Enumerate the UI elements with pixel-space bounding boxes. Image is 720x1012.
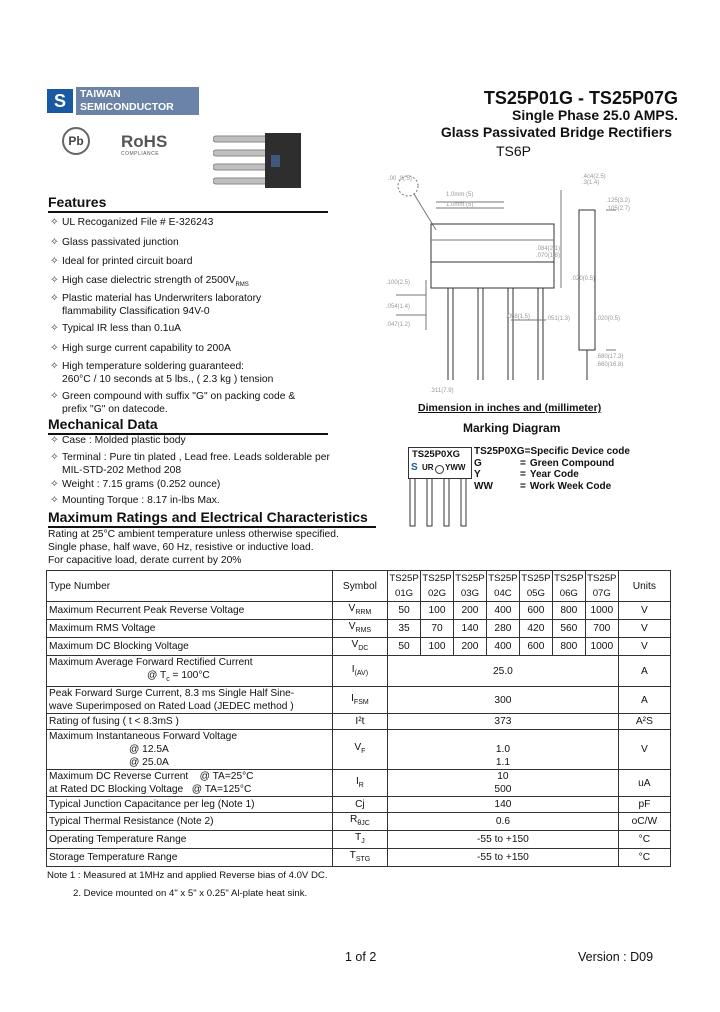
table-row <box>47 620 671 638</box>
value-cell: 200 <box>454 602 487 620</box>
note-2: 2. Device mounted on 4" x 5" x 0.25" Al-plate heat sink. <box>73 888 308 899</box>
bullet-icon: ✧ <box>50 435 59 446</box>
bullet-icon: ✧ <box>50 452 59 463</box>
table-row <box>47 797 671 813</box>
feature-subscript: RMS <box>235 282 249 289</box>
legend-key: TS25P0XG <box>474 446 525 457</box>
svg-text:.058(1.5): .058(1.5) <box>506 314 531 320</box>
marking-heading: Marking Diagram <box>463 421 561 435</box>
unit-cell: V <box>618 638 670 656</box>
value-cell: 50 <box>388 638 421 656</box>
feature-text-line2: prefix "G" on datecode. <box>62 404 168 415</box>
value-cell: 140 <box>454 620 487 638</box>
svg-text:1.0mm (5): 1.0mm (5) <box>446 192 474 198</box>
param-cell: Typical Thermal Resistance (Note 2) <box>47 813 333 831</box>
unit-cell: V <box>618 602 670 620</box>
feature-text: High surge current capability to 200A <box>62 343 231 354</box>
chip-yww: YWW <box>445 463 466 472</box>
marking-legend-item <box>474 446 630 458</box>
svg-text:.084(2.1): .084(2.1) <box>536 246 561 252</box>
bullet-icon: ✧ <box>50 256 59 267</box>
version-label: Version : D09 <box>578 950 654 964</box>
param-cell: Maximum DC Blocking Voltage <box>47 638 333 656</box>
company-logo <box>47 87 199 115</box>
table-row <box>47 849 671 867</box>
dimension-caption: Dimension in inches and (millimeter) <box>418 402 602 414</box>
bullet-icon: ✧ <box>50 361 59 372</box>
features-heading-text: Features <box>48 194 107 210</box>
header-symbol: Symbol <box>332 571 387 602</box>
unit-cell: V <box>618 620 670 638</box>
mechanical-heading <box>48 416 328 435</box>
company-name <box>76 87 199 115</box>
value-cell: 50 <box>388 602 421 620</box>
feature-item <box>50 292 261 318</box>
part-number-title: TS25P01G - TS25P07G <box>483 88 678 108</box>
bullet-icon: ✧ <box>50 217 59 228</box>
unit-cell: uA <box>618 770 670 797</box>
svg-text:.105(2.7): .105(2.7) <box>606 206 631 212</box>
bullet-icon: ✧ <box>50 323 59 334</box>
svg-text:.020(0.5): .020(0.5) <box>571 276 596 282</box>
svg-text:.100(2.5): .100(2.5) <box>386 280 411 286</box>
unit-cell: A <box>618 687 670 714</box>
value-cell: 800 <box>552 602 585 620</box>
page-number: 1 of 2 <box>345 950 377 964</box>
features-heading <box>48 194 328 213</box>
svg-text:.020(0.5): .020(0.5) <box>596 316 621 322</box>
value-cell: 1.0 1.1 <box>388 730 619 770</box>
symbol-cell: $V_{DC}$ <box>332 638 387 656</box>
value-cell: -55 to +150 <box>388 831 619 849</box>
value-cell: 800 <box>552 638 585 656</box>
symbol-cell: $V_{RMS}$ <box>332 620 387 638</box>
unit-cell: °C <box>618 831 670 849</box>
note-top-line: Rating at 25°C ambient temperature unless otherwise specified. <box>48 529 339 540</box>
feature-item <box>50 322 181 335</box>
legend-key: WW <box>474 481 493 493</box>
param-cell: Maximum Average Forward Rectified Current @ $T_c = 100^\circ C$ <box>47 656 333 687</box>
legend-desc: Year Code <box>529 469 579 481</box>
feature-text: UL Recoganized File # E-326243 <box>62 217 214 228</box>
header-type-number: Type Number <box>47 571 333 602</box>
symbol-cell: I²t <box>332 714 387 730</box>
value-cell: 400 <box>486 602 519 620</box>
ratings-notes-bottom <box>47 867 328 903</box>
param-cell: Maximum DC Reverse Current @ TA=25°C at Rated DC Blocking Voltage @ TA=125°C <box>47 770 333 797</box>
table-row <box>47 602 671 620</box>
svg-text:.4c4(2.5): .4c4(2.5) <box>582 174 606 180</box>
table-row <box>47 770 671 797</box>
feature-text: High temperature soldering guaranteed: <box>62 361 245 372</box>
value-cell: 300 <box>388 687 619 714</box>
legend-sep: = <box>520 481 526 493</box>
table-row <box>47 687 671 714</box>
unit-cell: A²S <box>618 714 670 730</box>
header-device: TS25P 01G <box>388 571 421 602</box>
unit-cell: °C <box>618 849 670 867</box>
param-cell: Typical Junction Capacitance per leg (Note 1) <box>47 797 333 813</box>
value-cell: 700 <box>585 620 618 638</box>
legend-sep: = <box>520 457 526 469</box>
value-cell: -55 to +150 <box>388 849 619 867</box>
table-row <box>47 714 671 730</box>
svg-text:.054(1.4): .054(1.4) <box>386 304 411 310</box>
feature-text: Plastic material has Underwriters laboratory <box>62 293 262 304</box>
rohs-compliance-label: COMPLIANCE <box>121 151 160 157</box>
header-device: TS25P 02G <box>421 571 454 602</box>
legend-desc: Green Compound <box>529 457 615 469</box>
param-cell: Maximum Recurrent Peak Reverse Voltage <box>47 602 333 620</box>
device-photo <box>213 133 303 189</box>
param-cell: Storage Temperature Range <box>47 849 333 867</box>
chip-device-code: TS25P0XG <box>412 449 461 460</box>
feature-text: Green compound with suffix "G" on packing code & <box>62 391 296 402</box>
bullet-icon: ✧ <box>50 237 59 248</box>
mechanical-item <box>50 434 186 447</box>
bullet-icon: ✧ <box>50 275 59 286</box>
header-units: Units <box>618 571 670 602</box>
value-cell: 100 <box>421 602 454 620</box>
header-device: TS25P 06G <box>552 571 585 602</box>
ratings-heading <box>48 509 376 528</box>
bullet-icon: ✧ <box>50 343 59 354</box>
feature-item <box>50 342 231 355</box>
ratings-notes-top <box>48 528 339 567</box>
table-row <box>47 831 671 849</box>
chip-ul-mark: UR <box>422 463 434 472</box>
feature-item <box>50 274 249 292</box>
mechanical-item <box>50 494 220 507</box>
company-name-line2: SEMICONDUCTOR <box>80 101 174 113</box>
feature-item <box>50 360 273 386</box>
svg-text:.047(1.2): .047(1.2) <box>386 322 411 328</box>
feature-item <box>50 390 295 416</box>
marking-legend-item <box>474 481 611 493</box>
header-device: TS25P 03G <box>454 571 487 602</box>
header-device: TS25P 07G <box>585 571 618 602</box>
value-cell: 0.6 <box>388 813 619 831</box>
legend-desc: Work Week Code <box>529 481 612 493</box>
note-top-line: For capacitive load, derate current by 20% <box>48 555 242 566</box>
table-row <box>47 813 671 831</box>
chip-logo-icon: S <box>411 462 418 473</box>
bullet-icon: ✧ <box>50 479 59 490</box>
legend-sep: = <box>524 446 531 457</box>
symbol-cell: $R_{\theta JC}$ <box>332 813 387 831</box>
chip-leads <box>408 478 472 528</box>
value-cell: 140 <box>388 797 619 813</box>
svg-text:1.0mm (5): 1.0mm (5) <box>446 202 474 208</box>
mechanical-item <box>50 478 220 491</box>
bullet-icon: ✧ <box>50 495 59 506</box>
symbol-cell: $I_{(AV)}$ <box>332 656 387 687</box>
svg-text:.311(7.9): .311(7.9) <box>430 388 454 394</box>
legend-key: G <box>474 457 482 469</box>
value-cell: 560 <box>552 620 585 638</box>
legend-desc: Specific Device code <box>530 446 630 457</box>
company-name-line1: TAIWAN <box>80 88 121 100</box>
mechanical-text: Terminal : Pure tin plated , Lead free. Leads solderable per <box>62 452 330 463</box>
logo-mark-icon: S <box>47 89 73 113</box>
svg-text:.680(17.3): .680(17.3) <box>596 354 624 360</box>
value-cell: 70 <box>421 620 454 638</box>
symbol-cell: $I_R$ <box>332 770 387 797</box>
value-cell: 1000 <box>585 638 618 656</box>
unit-cell: V <box>618 730 670 770</box>
bullet-icon: ✧ <box>50 391 59 402</box>
table-row <box>47 638 671 656</box>
subtitle-line1: Single Phase 25.0 AMPS. <box>512 107 678 123</box>
marking-legend-item <box>474 469 579 481</box>
symbol-cell: $I_{FSM}$ <box>332 687 387 714</box>
feature-item <box>50 236 179 249</box>
value-cell: 100 <box>421 638 454 656</box>
value-cell: 280 <box>486 620 519 638</box>
feature-item <box>50 255 193 268</box>
unit-cell: oC/W <box>618 813 670 831</box>
param-cell: Maximum Instantaneous Forward Voltage @ 12.5A @ 25.0A <box>47 730 333 770</box>
param-cell: Operating Temperature Range <box>47 831 333 849</box>
mechanical-item <box>50 451 330 477</box>
value-cell: 400 <box>486 638 519 656</box>
value-cell: 25.0 <box>388 656 619 687</box>
chip-circle-icon <box>435 465 444 474</box>
feature-text: High case dielectric strength of 2500V <box>62 275 236 286</box>
ratings-table <box>46 570 671 867</box>
symbol-cell: $T_J$ <box>332 831 387 849</box>
table-header-row <box>47 571 671 602</box>
marking-chip <box>408 447 472 479</box>
value-cell: 600 <box>519 638 552 656</box>
pb-free-icon: Pb <box>62 127 90 155</box>
mechanical-text: Case : Molded plastic body <box>62 435 186 446</box>
param-cell: Rating of fusing ( t < 8.3mS ) <box>47 714 333 730</box>
value-cell: 600 <box>519 602 552 620</box>
feature-text-line2: 260°C / 10 seconds at 5 lbs., ( 2.3 kg ) tension <box>62 374 274 385</box>
note-1: Note 1 : Measured at 1MHz and applied Reverse bias of 4.0V DC. <box>47 870 328 881</box>
mechanical-text: Weight : 7.15 grams (0.252 ounce) <box>62 479 221 490</box>
feature-text: Ideal for printed circuit board <box>62 256 193 267</box>
rohs-logo: RoHS <box>121 132 168 151</box>
header-device: TS25P 05G <box>519 571 552 602</box>
legend-sep: = <box>520 469 526 481</box>
unit-cell: pF <box>618 797 670 813</box>
feature-item <box>50 216 213 229</box>
param-cell: Maximum RMS Voltage <box>47 620 333 638</box>
mechanical-text-line2: MIL-STD-202 Method 208 <box>62 465 182 476</box>
table-row <box>47 656 671 687</box>
symbol-cell: $T_{STG}$ <box>332 849 387 867</box>
value-cell: 1000 <box>585 602 618 620</box>
package-name: TS6P <box>496 143 532 159</box>
symbol-cell: $V_F$ <box>332 730 387 770</box>
marking-legend-item <box>474 458 614 470</box>
unit-cell: A <box>618 656 670 687</box>
feature-text: Typical IR less than 0.1uA <box>62 323 182 334</box>
bullet-icon: ✧ <box>50 293 59 304</box>
symbol-cell: Cj <box>332 797 387 813</box>
value-cell: 35 <box>388 620 421 638</box>
header-device: TS25P 04C <box>486 571 519 602</box>
ratings-heading-text: Maximum Ratings and Electrical Characteristics <box>48 509 368 525</box>
value-cell: 10 500 <box>388 770 619 797</box>
feature-text-line2: flammability Classification 94V-0 <box>62 306 210 317</box>
subtitle-line2: Glass Passivated Bridge Rectifiers <box>440 124 672 140</box>
value-cell: 200 <box>454 638 487 656</box>
legend-key: Y <box>474 469 481 481</box>
table-row <box>47 730 671 770</box>
value-cell: 420 <box>519 620 552 638</box>
note-top-line: Single phase, half wave, 60 Hz, resistive or inductive load. <box>48 542 314 553</box>
svg-text:.125(3.2): .125(3.2) <box>606 198 631 204</box>
svg-text:.051(1.3): .051(1.3) <box>546 316 571 322</box>
svg-text:.660(16.8): .660(16.8) <box>596 362 624 368</box>
param-cell: Peak Forward Surge Current, 8.3 ms Single Half Sine- wave Superimposed on Rated Load (JEDEC method ) <box>47 687 333 714</box>
symbol-cell: $V_{RRM}$ <box>332 602 387 620</box>
feature-text: Glass passivated junction <box>62 237 179 248</box>
svg-text:.3(1.4): .3(1.4) <box>582 180 600 186</box>
mechanical-heading-text: Mechanical Data <box>48 416 158 432</box>
mechanical-text: Mounting Torque : 8.17 in-lbs Max. <box>62 495 220 506</box>
value-cell: 373 <box>388 714 619 730</box>
svg-text:.070(1.8): .070(1.8) <box>536 253 561 259</box>
dimension-drawing <box>386 170 636 402</box>
svg-text:.00 .0(.5): .00 .0(.5) <box>388 176 413 182</box>
